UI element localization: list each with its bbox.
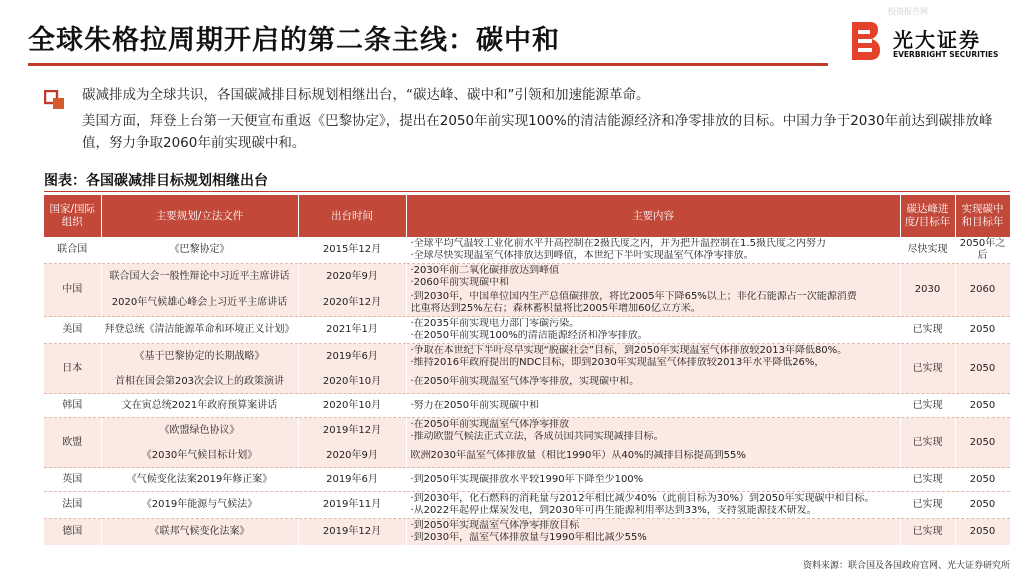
table-row — [44, 444, 1010, 468]
content-line: 比重将达到25%左右；森林蓄积量将比2005年增加60亿立方米。 — [410, 303, 701, 314]
source-note: 资料来源：联合国及各国政府官网、光大证券研究所 — [802, 561, 1010, 571]
table-row — [44, 290, 1010, 317]
cell-document: 《欧盟绿色协议》 — [101, 418, 298, 445]
content-line: ·2060年前实现碳中和 — [410, 277, 510, 288]
table-row — [44, 519, 1010, 546]
cell-document: 《2019年能源与气候法》 — [101, 492, 298, 519]
cell-peak: 2030 — [900, 264, 955, 317]
bullet-squares-icon — [44, 90, 66, 110]
col-header-country: 国家/国际组织 — [44, 195, 101, 237]
content-line: ·在2035年前实现电力部门零碳污染。 — [410, 318, 580, 329]
logo-text-en: EVERBRIGHT SECURITIES — [893, 50, 999, 59]
cell-country: 美国 — [44, 317, 101, 344]
cell-neutral: 2050 — [955, 492, 1010, 519]
title-divider — [28, 63, 828, 66]
content-line: ·全球尽快实现温室气体排放达到峰值，本世纪下半叶实现温室气体净零排放。 — [410, 250, 754, 261]
summary-line-1: 碳减排成为全球共识，各国碳减排目标规划相继出台，“碳达峰、碳中和”引领和加速能源革命。 — [82, 87, 650, 103]
cell-content — [406, 444, 900, 468]
content-line: ·到2030年，温室气体排放量与1990年相比减少55% — [410, 532, 647, 543]
cell-peak: 已实现 — [900, 468, 955, 492]
cell-country: 英国 — [44, 468, 101, 492]
col-header-peak: 碳达峰进度/目标年 — [900, 195, 955, 237]
table-row — [44, 370, 1010, 394]
summary-line-2: 美国方面，拜登上台第一天便宣布重返《巴黎协定》，提出在2050年前实现100%的清洁能源经济和净零排放的目标。中国力争于2030年前达到碳排放峰值，努力争取2060年前实现碳中和。 — [82, 113, 993, 151]
logo-text-cn: 光大证券 — [893, 28, 981, 52]
cell-peak: 已实现 — [900, 492, 955, 519]
cell-document: 《2030年气候目标计划》 — [101, 444, 298, 468]
cell-date: 2020年10月 — [298, 370, 406, 394]
content-line: ·到2050年实现温室气体净零排放目标 — [410, 520, 580, 531]
content-line: ·从2022年起停止煤炭发电，到2030年可再生能源利用率达到33%，支持氢能源技术研发。 — [410, 505, 817, 516]
col-header-content: 主要内容 — [406, 195, 900, 237]
watermark: 投资报告网 — [888, 7, 928, 16]
cell-content — [406, 317, 900, 344]
cell-date: 2020年10月 — [298, 394, 406, 418]
page-title: 全球朱格拉周期开启的第二条主线：碳中和 — [28, 25, 560, 56]
everbright-logo-icon — [848, 20, 882, 62]
cell-content — [406, 519, 900, 546]
content-line: 欧洲2030年温室气体排放量（相比1990年）从40%的减排目标提高到55% — [410, 449, 746, 461]
cell-date: 2019年6月 — [298, 344, 406, 371]
cell-content — [406, 418, 900, 445]
content-line: ·到2030年，中国单位国内生产总值碳排放，将比2005年下降65%以上；非化石能源占一次能源消费 — [410, 291, 857, 302]
cell-peak: 已实现 — [900, 344, 955, 394]
cell-neutral: 2060 — [955, 264, 1010, 317]
col-header-neutral: 实现碳中和目标年 — [955, 195, 1010, 237]
cell-neutral: 2050 — [955, 394, 1010, 418]
cell-date: 2020年9月 — [298, 264, 406, 291]
content-line: ·到2030年，化石燃料的消耗量与2012年相比减少40%（此前目标为30%）到2050年实现碳中和目标。 — [410, 493, 875, 504]
cell-country: 联合国 — [44, 237, 101, 264]
table-header-row — [44, 195, 1010, 237]
content-line: ·到2050年实现碳排放水平较1990年下降至少100% — [410, 473, 644, 485]
table-row — [44, 237, 1010, 264]
cell-date: 2020年9月 — [298, 444, 406, 468]
table-row — [44, 394, 1010, 418]
cell-content — [406, 237, 900, 264]
table-caption: 图表：各国碳减排目标规划相继出台 — [44, 173, 268, 189]
company-logo — [848, 20, 1018, 64]
cell-document: 联合国大会一般性辩论中习近平主席讲话 — [101, 264, 298, 291]
cell-neutral: 2050 — [955, 519, 1010, 546]
cell-content — [406, 344, 900, 371]
cell-content — [406, 370, 900, 394]
table-row — [44, 468, 1010, 492]
cell-content — [406, 290, 900, 317]
cell-document: 《基于巴黎协定的长期战略》 — [101, 344, 298, 371]
cell-neutral: 2050年之后 — [955, 237, 1010, 264]
cell-document: 《巴黎协定》 — [101, 237, 298, 264]
content-line: ·全球平均气温较工业化前水平升高控制在2摄氏度之内，并为把升温控制在1.5摄氏度之内努力 — [410, 238, 826, 249]
content-line: ·努力在2050年前实现碳中和 — [410, 399, 540, 411]
cell-neutral: 2050 — [955, 418, 1010, 468]
cell-document: 文在寅总统2021年政府预算案讲话 — [101, 394, 298, 418]
cell-document: 《联邦气候变化法案》 — [101, 519, 298, 546]
content-line: ·在2050年前实现温室气体净零排放，实现碳中和。 — [410, 375, 640, 387]
cell-content — [406, 468, 900, 492]
carbon-policy-table — [44, 195, 1011, 545]
content-line: ·在2050年前实现温室气体净零排放 — [410, 419, 570, 430]
cell-date: 2015年12月 — [298, 237, 406, 264]
cell-neutral: 2050 — [955, 344, 1010, 394]
cell-peak: 已实现 — [900, 394, 955, 418]
cell-country: 德国 — [44, 519, 101, 546]
cell-neutral: 2050 — [955, 317, 1010, 344]
cell-document: 《气候变化法案2019年修正案》 — [101, 468, 298, 492]
summary-text — [82, 84, 1012, 154]
content-line: ·2030年前二氧化碳排放达到峰值 — [410, 265, 560, 276]
cell-peak: 已实现 — [900, 418, 955, 468]
table-row — [44, 418, 1010, 445]
cell-peak: 尽快实现 — [900, 237, 955, 264]
cell-country: 欧盟 — [44, 418, 101, 468]
cell-content — [406, 492, 900, 519]
cell-content — [406, 394, 900, 418]
content-line: ·推动欧盟气候法正式立法，各成员国共同实现减排目标。 — [410, 431, 664, 442]
content-line: ·在2050年前实现100%的清洁能源经济和净零排放。 — [410, 330, 648, 341]
table-row — [44, 492, 1010, 519]
cell-content — [406, 264, 900, 291]
content-line: ·争取在本世纪下半叶尽早实现“脱碳社会”目标，到2050年实现温室气体排放较2013年降低80%。 — [410, 345, 848, 356]
cell-date: 2020年12月 — [298, 290, 406, 317]
cell-country: 中国 — [44, 264, 101, 317]
col-header-date: 出台时间 — [298, 195, 406, 237]
cell-country: 法国 — [44, 492, 101, 519]
table-row — [44, 317, 1010, 344]
cell-neutral: 2050 — [955, 468, 1010, 492]
table-caption-divider — [44, 191, 1010, 192]
cell-country: 韩国 — [44, 394, 101, 418]
cell-date: 2021年1月 — [298, 317, 406, 344]
table-row — [44, 344, 1010, 371]
cell-date: 2019年6月 — [298, 468, 406, 492]
table-row — [44, 264, 1010, 291]
cell-peak: 已实现 — [900, 317, 955, 344]
cell-date: 2019年11月 — [298, 492, 406, 519]
col-header-document: 主要规划/立法文件 — [101, 195, 298, 237]
cell-date: 2019年12月 — [298, 418, 406, 445]
cell-document: 首相在国会第203次会议上的政策演讲 — [101, 370, 298, 394]
content-line: ·维持2016年政府提出的NDC目标，即到2030年实现温室气体排放较2013年水平降低26%， — [410, 357, 825, 368]
cell-document: 拜登总统《清洁能源革命和环境正义计划》 — [101, 317, 298, 344]
cell-date: 2019年12月 — [298, 519, 406, 546]
cell-country: 日本 — [44, 344, 101, 394]
cell-document: 2020年气候雄心峰会上习近平主席讲话 — [101, 290, 298, 317]
cell-peak: 已实现 — [900, 519, 955, 546]
